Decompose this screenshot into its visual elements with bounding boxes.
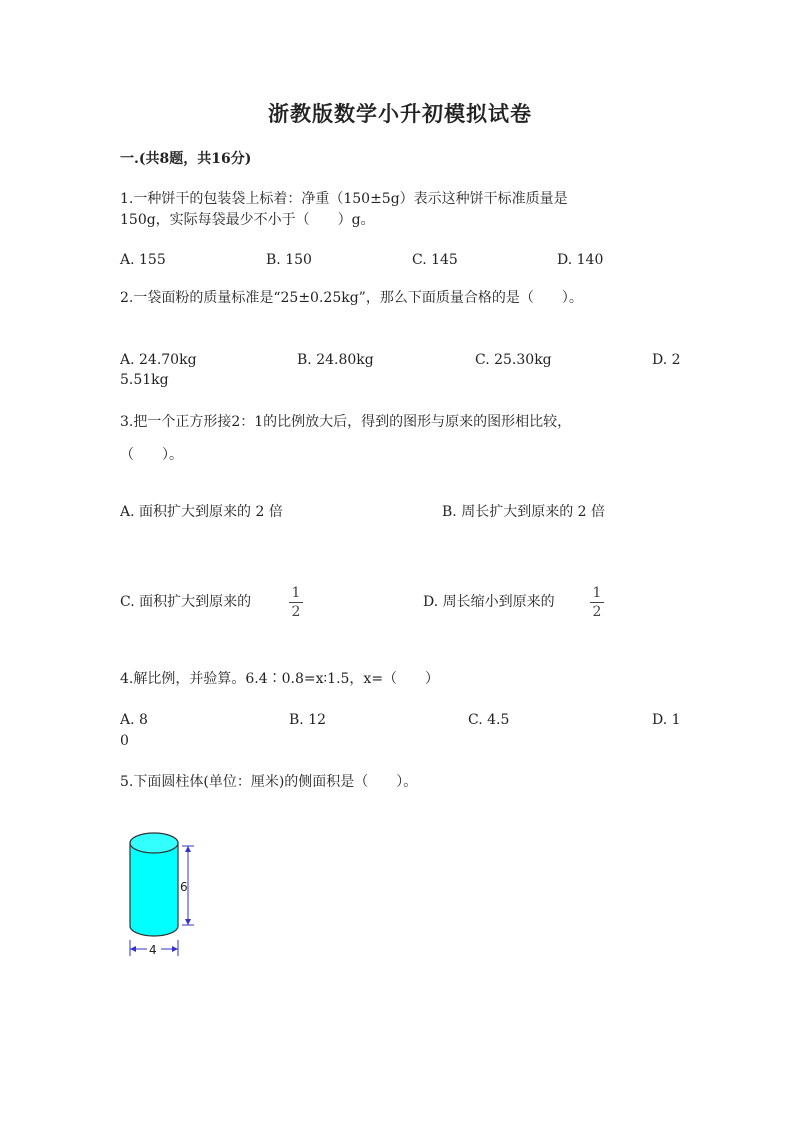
fraction-numerator: 1 (291, 585, 301, 601)
question-4-option-c: C. 4.5 (468, 712, 510, 728)
question-3-option-c: C. 面积扩大到原来的 (120, 594, 252, 610)
question-3-line-1: 3.把一个正方形接2：1的比例放大后，得到的图形与原来的图形相比较， (120, 414, 572, 430)
question-5-stem: 5.下面圆柱体(单位：厘米)的侧面积是（ ）。 (120, 774, 418, 790)
question-4-option-d-wrap: 0 (120, 733, 129, 749)
diameter-arrow-left (130, 946, 136, 952)
question-2-option-d: D. 2 (652, 352, 681, 368)
question-3-line-2: （ ）。 (120, 447, 183, 463)
question-1-option-d: D. 140 (557, 252, 604, 268)
cylinder-body (130, 843, 178, 936)
question-4-stem: 4.解比例，并验算。6.4∶0.8=x∶1.5，x=（ ） (120, 671, 440, 687)
question-2-option-b: B. 24.80kg (297, 352, 374, 368)
question-1-line-1: 1.一种饼干的包装袋上标着：净重（150±5g）表示这种饼干标准质量是 (120, 191, 568, 207)
question-1-option-b: B. 150 (266, 252, 312, 268)
fraction-denominator: 2 (592, 604, 602, 620)
section-heading: 一.(共8题，共16分) (120, 151, 252, 167)
diameter-arrow-right (172, 946, 178, 952)
question-4-option-d: D. 1 (652, 712, 681, 728)
question-1-line-2: 150g，实际每袋最少不小于（ ）g。 (120, 212, 375, 228)
question-2-stem: 2.一袋面粉的质量标准是“25±0.25kg”，那么下面质量合格的是（ ）。 (120, 290, 583, 306)
question-4-option-b: B. 12 (289, 712, 327, 728)
question-2-option-d-wrap: 5.51kg (120, 372, 169, 388)
height-label: 6 (180, 880, 188, 894)
question-3-option-d: D. 周长缩小到原来的 (423, 594, 555, 610)
question-3-option-a: A. 面积扩大到原来的 2 倍 (120, 504, 283, 520)
fraction-bar (289, 602, 303, 603)
fraction-one-half (289, 585, 303, 620)
page-title: 浙教版数学小升初模拟试卷 (268, 101, 532, 126)
question-2-option-c: C. 25.30kg (475, 352, 552, 368)
cylinder-top (130, 833, 178, 853)
fraction-numerator: 1 (592, 585, 602, 601)
question-1-option-a: A. 155 (120, 252, 166, 268)
question-4-option-a: A. 8 (120, 712, 148, 728)
height-arrow-up (185, 846, 191, 852)
fraction-one-half (590, 585, 604, 620)
cylinder-figure (118, 822, 218, 962)
diameter-label: 4 (149, 943, 157, 957)
question-3-option-b: B. 周长扩大到原来的 2 倍 (442, 504, 605, 520)
fraction-bar (590, 602, 604, 603)
fraction-denominator: 2 (291, 604, 301, 620)
question-2-option-a: A. 24.70kg (120, 352, 197, 368)
height-arrow-down (185, 919, 191, 925)
question-1-option-c: C. 145 (412, 252, 458, 268)
